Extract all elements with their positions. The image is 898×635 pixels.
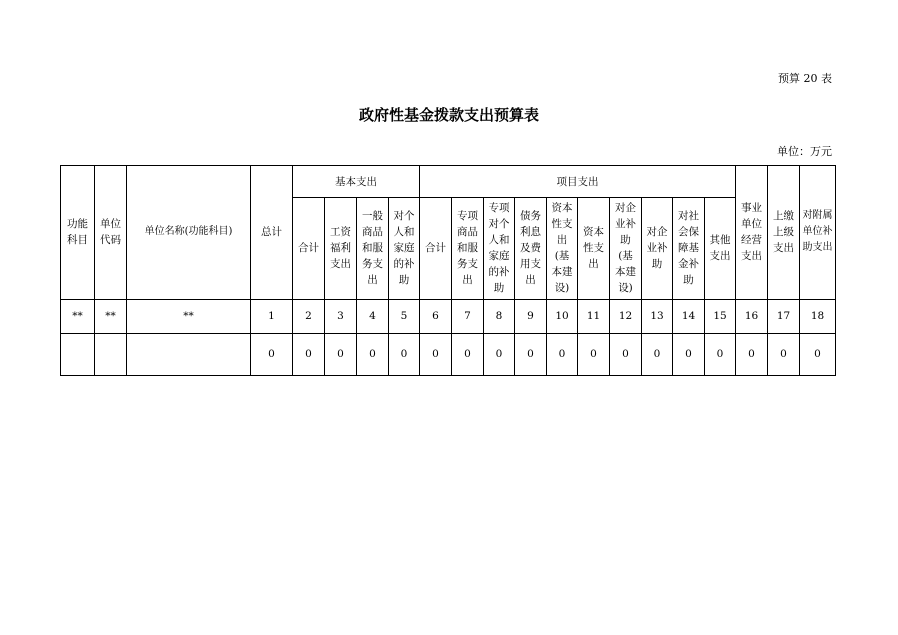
data-cell: 0 bbox=[357, 333, 389, 375]
index-cell: 1 bbox=[251, 299, 293, 333]
project-sub-header: 专项商品和服务支出 bbox=[452, 198, 484, 299]
header-unit-code: 单位代码 bbox=[95, 166, 127, 300]
unit-label: 单位：万元 bbox=[777, 145, 832, 158]
basic-sub-header: 对个人和家庭的补助 bbox=[389, 198, 420, 299]
data-cell: 0 bbox=[736, 333, 768, 375]
project-sub-header: 债务利息及费用支出 bbox=[515, 198, 547, 299]
index-cell: 12 bbox=[610, 299, 642, 333]
header-row-top bbox=[61, 166, 836, 198]
data-cell: 0 bbox=[293, 333, 325, 375]
data-cell bbox=[61, 333, 95, 375]
basic-sub-header: 工资福利支出 bbox=[325, 198, 357, 299]
index-cell: 13 bbox=[642, 299, 673, 333]
data-cell: 0 bbox=[610, 333, 642, 375]
project-sub-header: 对企业补助(基本建设) bbox=[610, 198, 642, 299]
index-cell: 2 bbox=[293, 299, 325, 333]
data-cell: 0 bbox=[515, 333, 547, 375]
index-cell: ** bbox=[61, 299, 95, 333]
data-cell: 0 bbox=[389, 333, 420, 375]
project-sub-header: 对企业补助 bbox=[642, 198, 673, 299]
index-cell: 5 bbox=[389, 299, 420, 333]
header-upper: 上缴上级支出 bbox=[768, 166, 800, 300]
data-cell: 0 bbox=[452, 333, 484, 375]
project-sub-header: 合计 bbox=[420, 198, 452, 299]
data-cell: 0 bbox=[484, 333, 515, 375]
index-cell: ** bbox=[95, 299, 127, 333]
data-cell: 0 bbox=[673, 333, 705, 375]
index-cell: 16 bbox=[736, 299, 768, 333]
data-cell: 0 bbox=[420, 333, 452, 375]
header-unit-name: 单位名称(功能科目) bbox=[127, 166, 251, 300]
form-number: 预算 20 表 bbox=[778, 72, 832, 85]
header-total: 总计 bbox=[251, 166, 293, 300]
header-project: 项目支出 bbox=[420, 166, 736, 198]
page-title: 政府性基金拨款支出预算表 bbox=[358, 106, 539, 124]
data-cell: 0 bbox=[768, 333, 800, 375]
index-row bbox=[61, 299, 836, 333]
project-sub-header: 对社会保障基金补助 bbox=[673, 198, 705, 299]
index-cell: 4 bbox=[357, 299, 389, 333]
data-cell: 0 bbox=[325, 333, 357, 375]
data-cell: 0 bbox=[251, 333, 293, 375]
data-cell: 0 bbox=[578, 333, 610, 375]
data-cell: 0 bbox=[547, 333, 578, 375]
index-cell: ** bbox=[127, 299, 251, 333]
index-cell: 8 bbox=[484, 299, 515, 333]
index-cell: 9 bbox=[515, 299, 547, 333]
header-func-code: 功能科目 bbox=[61, 166, 95, 300]
index-cell: 10 bbox=[547, 299, 578, 333]
project-sub-header: 资本性支出(基本建设) bbox=[547, 198, 578, 299]
header-affiliated: 对附属单位补助支出 bbox=[800, 166, 836, 300]
index-cell: 15 bbox=[705, 299, 736, 333]
budget-table bbox=[60, 165, 836, 376]
data-cell: 0 bbox=[800, 333, 836, 375]
index-cell: 11 bbox=[578, 299, 610, 333]
header-enterprise: 事业单位经营支出 bbox=[736, 166, 768, 300]
basic-sub-header: 合计 bbox=[293, 198, 325, 299]
project-sub-header: 专项对个人和家庭的补助 bbox=[484, 198, 515, 299]
index-cell: 17 bbox=[768, 299, 800, 333]
index-cell: 18 bbox=[800, 299, 836, 333]
header-basic: 基本支出 bbox=[293, 166, 420, 198]
data-cell bbox=[127, 333, 251, 375]
project-sub-header: 资本性支出 bbox=[578, 198, 610, 299]
data-cell: 0 bbox=[705, 333, 736, 375]
data-cell: 0 bbox=[642, 333, 673, 375]
project-sub-header: 其他支出 bbox=[705, 198, 736, 299]
index-cell: 6 bbox=[420, 299, 452, 333]
data-cell bbox=[95, 333, 127, 375]
basic-sub-header: 一般商品和服务支出 bbox=[357, 198, 389, 299]
index-cell: 7 bbox=[452, 299, 484, 333]
index-cell: 3 bbox=[325, 299, 357, 333]
index-cell: 14 bbox=[673, 299, 705, 333]
data-row bbox=[61, 333, 836, 375]
